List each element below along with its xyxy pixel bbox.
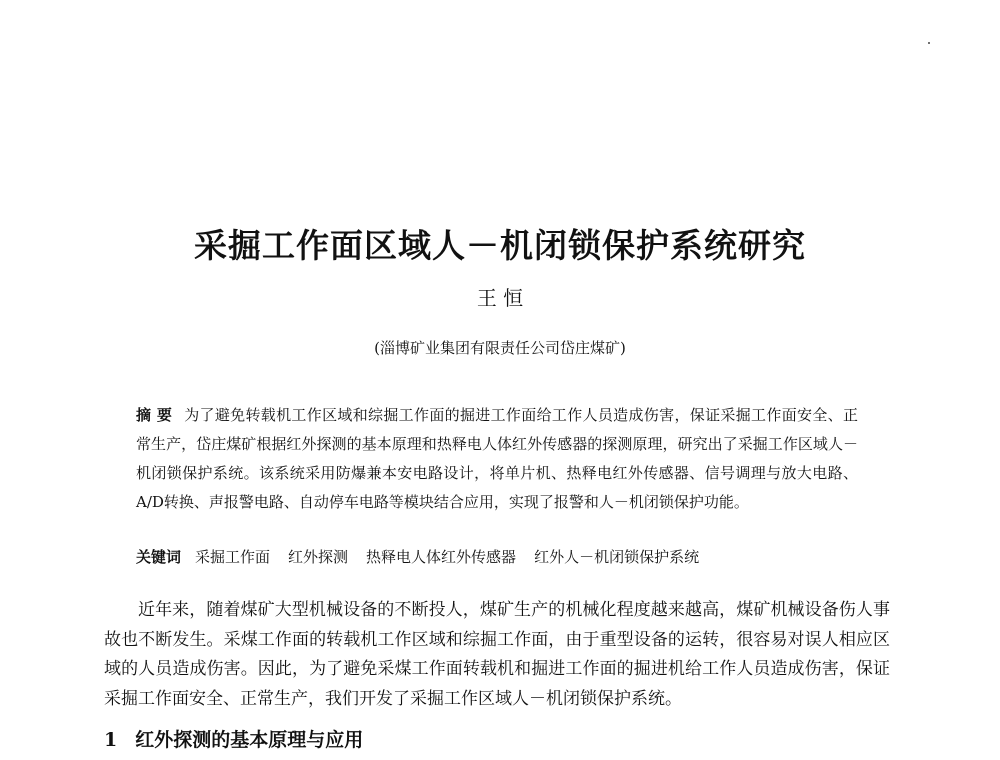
scan-speck: [928, 42, 930, 44]
keyword: 红外人－机闭锁保护系统: [534, 548, 700, 566]
section-heading: [104, 725, 363, 752]
keywords: [136, 543, 858, 572]
keyword: 热释电人体红外传感器: [366, 548, 517, 566]
abstract-label: 摘 要: [136, 406, 173, 424]
abstract: [136, 401, 858, 517]
keyword: 采掘工作面: [195, 548, 271, 566]
section-title: 红外探测的基本原理与应用: [135, 729, 364, 751]
section-number: 1: [104, 729, 118, 751]
author-name: 王 恒: [476, 286, 524, 310]
keyword: 红外探测: [288, 548, 349, 566]
author-affiliation: (淄博矿业集团有限责任公司岱庄煤矿): [374, 339, 626, 357]
paper-title: 采掘工作面区域人－机闭锁保护系统研究: [194, 226, 806, 266]
abstract-text: 为了避免转载机工作区域和综掘工作面的掘进工作面给工作人员造成伤害，保证采掘工作面安全、正常生产，岱庄煤矿根据红外探测的基本原理和热释电人体红外传感器的探测原理，研究出了采掘工作区域人－机闭锁保护系统。该系统采用防爆兼本安电路设计，将单片机、热释电红外传感器、信号调理与放大电路、A/D转换、声报警电路、自动停车电路等模块结合应用，实现了报警和人－机闭锁保护功能。: [136, 406, 858, 511]
keywords-label: 关键词: [136, 548, 182, 566]
intro-paragraph: 近年来，随着煤矿大型机械设备的不断投人，煤矿生产的机械化程度越来越高，煤矿机械设备伤人事故也不断发生。采煤工作面的转载机工作区域和综掘工作面，由于重型设备的运转，很容易对误人相应区域的人员造成伤害。因此，为了避免采煤工作面转载机和掘进工作面的掘进机给工作人员造成伤害，保证采掘工作面安全、正常生产，我们开发了采掘工作区域人－机闭锁保护系统。: [104, 600, 890, 709]
